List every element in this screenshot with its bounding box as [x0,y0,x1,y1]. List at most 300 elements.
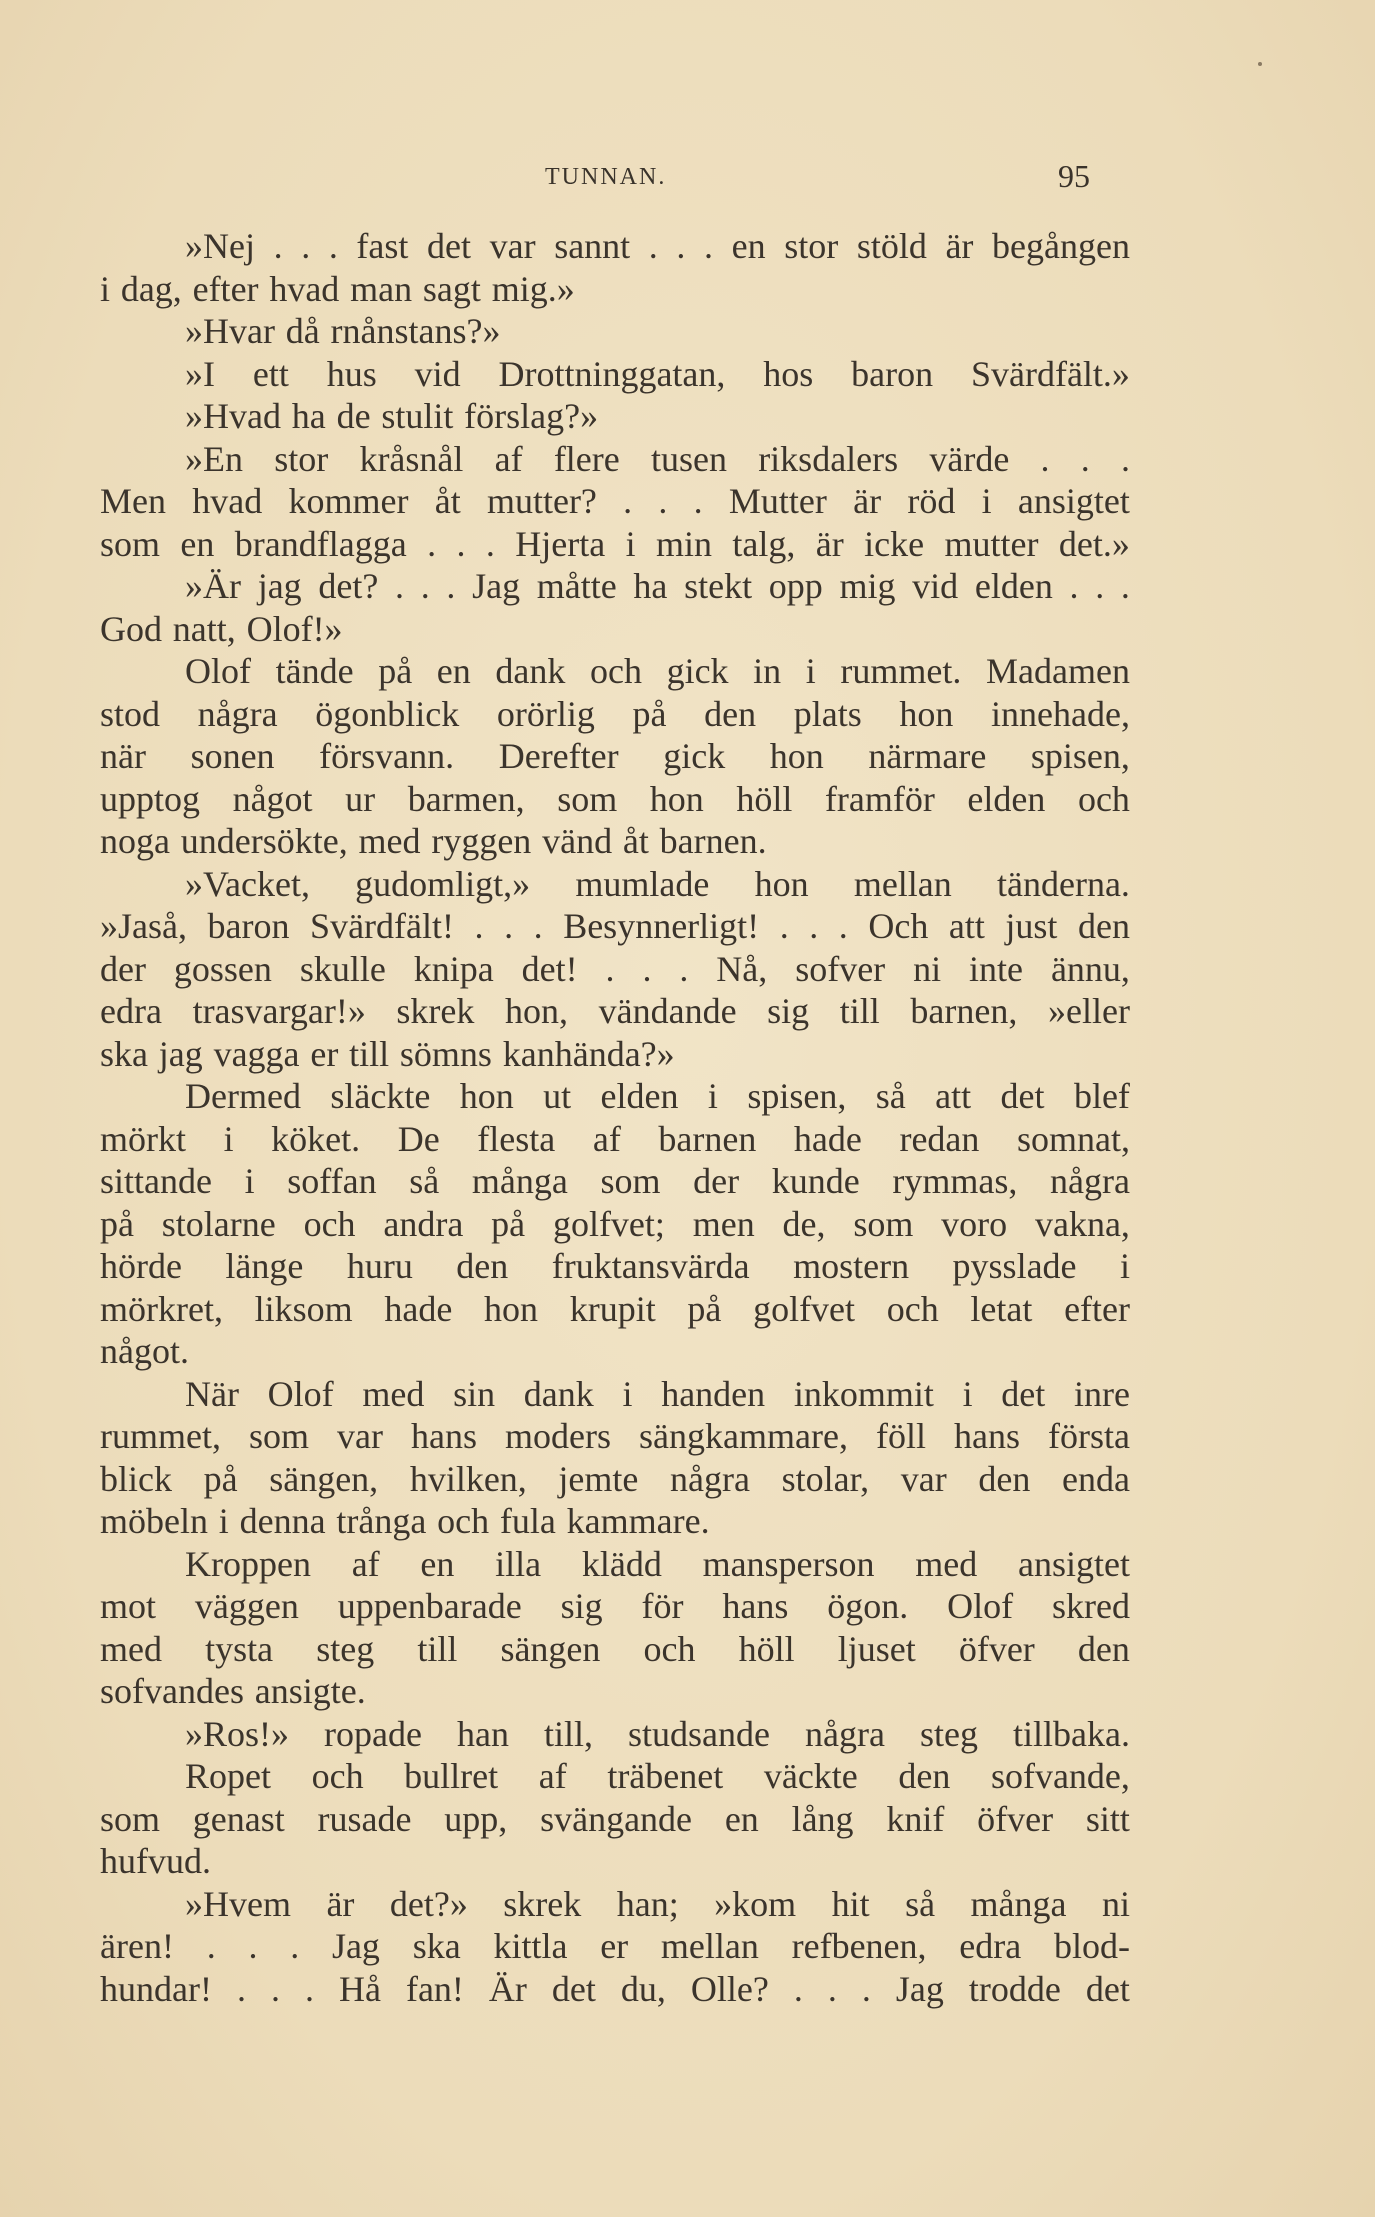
word: den [978,1458,1031,1499]
word: i [622,1373,633,1414]
text-line [100,1628,1130,1671]
word: försvann. [319,736,455,776]
word: kammare. [566,1501,710,1541]
word: öfver [977,1798,1054,1839]
word: . [446,566,456,606]
word: Hjerta [515,523,606,564]
word: . [838,906,848,946]
text-line [100,1458,1130,1501]
word: som [853,1203,914,1244]
word: till [349,1033,390,1074]
text-line [100,1968,1130,2011]
word: Hå [338,1968,381,2009]
word: så [409,1161,440,1201]
word: hon [459,1076,514,1116]
word: efter [192,268,259,309]
word: sagt [422,268,481,309]
word: tusen [650,438,727,479]
word: . [206,1926,216,1966]
page-number: 95 [1058,158,1090,194]
word: på [100,1203,134,1244]
word: många [970,1883,1067,1924]
word: när [100,736,146,776]
word: stolar, [781,1458,870,1499]
word: Drottninggatan, [498,353,726,394]
word: »kom [714,1883,797,1924]
word: tillbaka. [1013,1713,1130,1754]
word: tänderna. [997,863,1130,904]
text-line [100,1075,1130,1118]
word: »Är [185,566,241,606]
word: öfver [958,1628,1035,1669]
word: elden [967,778,1046,819]
word: stolarne [161,1203,276,1244]
word: släckte [330,1076,431,1116]
text-line [100,1883,1130,1926]
word: stor [274,438,329,479]
word: Dermed [185,1076,301,1116]
word: ni [1101,1883,1130,1924]
word: och [303,1203,356,1244]
text-line [100,1288,1130,1331]
word: . [474,906,484,946]
word: måtte [536,566,617,606]
word: att [935,1076,972,1116]
word: något [232,778,313,819]
word: sannt [554,226,631,266]
word: steg [316,1628,375,1669]
word: upptog [100,778,201,819]
word: stor [784,226,839,266]
word: blick [100,1458,172,1499]
word: är [945,226,974,266]
word: hus [326,353,377,394]
word: . [793,1968,803,2009]
word: golfvet [753,1288,856,1329]
text-line [100,1118,1130,1161]
word: träbenet [607,1756,724,1796]
word: begången [992,226,1130,266]
word: af [592,1118,621,1159]
word: barnen. [659,821,767,861]
word: . [779,906,789,946]
word: edra [100,991,162,1031]
word: voro [941,1203,1008,1244]
word: jag [158,1033,203,1074]
word: sig [767,991,810,1031]
text-line [100,1798,1130,1841]
word: föll [875,1416,926,1456]
text-line [100,565,1130,608]
text-line [100,905,1130,948]
word: hans [953,1416,1020,1456]
word: ännu, [1050,948,1130,989]
word: När [185,1373,239,1414]
text-line [100,863,1130,906]
word: hans [411,1416,478,1456]
word: det [427,226,471,266]
word: till, [544,1713,594,1754]
word: ljuset [837,1628,916,1669]
word: Är [488,1968,527,2009]
word: Derefter [498,736,619,776]
word: mellan [660,1926,759,1966]
word: blod- [1054,1926,1130,1966]
word: de [336,396,371,436]
word: som [100,523,161,564]
word: mig.» [491,268,575,309]
word: refbenen, [791,1926,927,1966]
word: i [962,1373,973,1414]
word: Olof [185,651,251,691]
running-header [0,160,1375,200]
word: fruktansvärda [551,1246,750,1286]
word: kommer [288,481,409,521]
word: just [1005,906,1058,946]
word: till [417,1628,458,1669]
word: länge [225,1246,304,1286]
word: mumlade [575,863,710,904]
word: elden [974,566,1053,606]
text-line [100,1840,1130,1883]
word: hade [384,1288,453,1329]
text-line [100,353,1130,396]
word: rymmas, [892,1161,1018,1201]
word: sittande [100,1161,212,1201]
word: på [203,1458,238,1499]
word: uppenbarade [337,1586,522,1626]
word: icke [864,523,925,564]
word: jag [257,566,302,606]
word: så [905,1883,936,1924]
word: ansigtet [1017,481,1130,521]
text-line [100,650,1130,693]
word: lång [791,1798,854,1839]
word: och [589,651,642,691]
word: Ropet [185,1756,271,1796]
word: sonen [190,736,275,776]
text-line [100,1330,1130,1373]
word: »Nej [185,226,255,266]
word: möbeln [100,1501,208,1541]
word: studsande [628,1713,771,1754]
word: inre [1073,1373,1130,1414]
word: kittla [493,1926,568,1966]
word: handen [661,1373,766,1414]
word: stulit [381,396,454,436]
word: trodde [968,1968,1061,2009]
word: pysslade [952,1246,1077,1286]
text-line [100,480,1130,523]
word: illa [495,1543,542,1584]
word: du, [620,1968,666,2009]
word: spisen, [1030,736,1130,776]
word: var [337,1416,383,1456]
word: vid [414,353,461,394]
word: vakna, [1034,1203,1130,1244]
word: är [815,523,844,564]
word: soffan [287,1161,377,1201]
word: »Hvar [185,311,275,351]
word: jemte [558,1458,639,1499]
word: . [273,226,283,266]
word: i [1119,1246,1130,1286]
text-line [100,1415,1130,1458]
text-line [100,1203,1130,1246]
word: åt [622,821,649,861]
word: hvilken, [409,1458,527,1499]
word: ropade [324,1713,422,1754]
word: man [350,268,413,309]
word: ur [345,778,376,819]
word: den [456,1246,509,1286]
word: det! [521,948,578,989]
word: som [249,1416,310,1456]
word: värde [929,438,1010,479]
word: hans [722,1586,789,1626]
word: natt, [172,608,236,649]
running-title: TUNNAN. [545,164,667,190]
word: gick [666,651,729,691]
word: med [362,1373,425,1414]
word: blef [1073,1076,1130,1116]
word: talg, [732,523,796,564]
word: för [641,1586,684,1626]
word: . [304,1968,314,2009]
word: Jag [472,566,521,606]
word: stekt [684,566,753,606]
word: det.» [1058,523,1130,564]
word: några [197,693,278,734]
word: den [1077,906,1130,946]
word: er [310,1033,339,1074]
word: moders [505,1416,612,1456]
word: inte [969,948,1024,989]
word: åt [434,481,461,521]
word: hon [769,736,824,776]
word: med [100,1628,162,1669]
word: och [643,1628,696,1669]
word: . [679,948,689,989]
word: af [494,438,523,479]
word: mostern [793,1246,910,1286]
word: ryggen [431,821,532,861]
word: plats [793,693,862,734]
word: mansperson [702,1543,875,1584]
word: den [898,1756,951,1796]
word: trasvargar!» [192,991,366,1031]
text-line [100,1670,1130,1713]
text-line [100,523,1130,566]
word: Nå, [716,948,768,989]
word: hon [899,693,954,734]
word: stöld [856,226,927,266]
word: och [437,1501,490,1541]
word: mellan [853,863,952,904]
word: i [805,651,816,691]
word: ut [543,1076,572,1116]
word: en [724,1798,759,1839]
word: steg [920,1713,978,1754]
word: der [100,948,146,989]
word: Kroppen [185,1543,311,1584]
word: af [351,1543,380,1584]
word: köket. [271,1118,361,1159]
word: till [839,991,880,1031]
word: denna [239,1501,326,1541]
word: något. [100,1331,189,1371]
word: . [290,1926,300,1966]
word: . [1069,566,1079,606]
word: några [670,1458,750,1499]
word: hvad [192,481,263,521]
word: . [533,906,543,946]
word: dank [523,1373,594,1414]
word: rusade [317,1798,412,1839]
word: några [1050,1161,1130,1201]
word: ha [633,566,668,606]
word: noga [100,821,170,861]
word: fast [356,226,409,266]
word: krupit [569,1288,656,1329]
word: edra [959,1926,1022,1966]
word: knif [886,1798,945,1839]
word: andra [383,1203,464,1244]
word: ni [913,948,942,989]
word: var [489,226,536,266]
word: hvad [269,268,340,309]
word: vänd [542,821,613,861]
word: Svärdfält.» [970,353,1130,394]
word: är [853,481,882,521]
word: »Hvem [185,1883,291,1924]
word: ansigtet [1017,1543,1130,1584]
word: en [436,651,471,691]
word: en [180,523,215,564]
word: barnen [658,1118,757,1159]
word: skred [1052,1586,1130,1626]
word: det? [318,566,379,606]
word: hos [763,353,814,394]
word: God [100,608,162,649]
word: närmare [868,736,987,776]
word: i [218,1501,229,1541]
word: trånga [336,1501,427,1541]
word: kanhända?» [502,1033,675,1074]
word: flesta [477,1118,556,1159]
word: är [326,1883,355,1924]
word: Och [868,906,929,946]
text-line [100,990,1130,1033]
word: sofver [795,948,886,989]
word: er [600,1926,629,1966]
word: svängande [540,1798,693,1839]
word: »Ros!» [185,1713,290,1754]
word: var [900,1458,947,1499]
word: många [471,1161,568,1201]
word: »Jaså, [100,906,187,946]
word: klädd [581,1543,662,1584]
word: . [420,566,430,606]
word: några [805,1713,885,1754]
word: på [687,1288,722,1329]
text-line [100,1925,1130,1968]
word: kråsnål [359,438,464,479]
word: . [693,481,703,521]
word: huru [346,1246,413,1286]
word: fula [499,1501,556,1541]
word: . [236,1968,246,2009]
word: tysta [205,1628,274,1669]
word: som [100,1798,161,1839]
word: den [1077,1628,1130,1669]
word: mörkret, [100,1288,223,1329]
word: skrek [396,991,475,1031]
text-line [100,310,1130,353]
word: ansigte. [254,1671,366,1711]
word: i [244,1161,255,1201]
word: enda [1061,1458,1130,1499]
word: kunde [771,1161,860,1201]
word: . [676,226,686,266]
word: sängen, [269,1458,379,1499]
word: baron [851,353,934,394]
word: han [457,1713,509,1754]
word: höll [738,1628,795,1669]
text-line [100,1033,1130,1076]
word: . [270,1968,280,2009]
word: . [1095,566,1105,606]
word: hundar! [100,1968,212,2009]
text-line [100,1713,1130,1756]
word: röd [907,481,956,521]
word: hon [754,863,809,904]
word: i [707,1076,718,1116]
word: vagga [213,1033,300,1074]
word: sömns [399,1033,492,1074]
word: . [827,1968,837,2009]
word: ett [252,353,289,394]
word: somnat, [1017,1118,1130,1159]
word: dank [495,651,566,691]
word: vändande [598,991,737,1031]
word: . [427,523,437,564]
word: sängen [500,1628,601,1669]
word: sofvande, [990,1756,1130,1796]
word: hörde [100,1246,182,1286]
word: då [285,311,320,351]
word: den [704,693,757,734]
text-line [100,1160,1130,1203]
word: upp, [444,1798,508,1839]
word: det [1000,1076,1045,1116]
text-line [100,778,1130,821]
word: »eller [1047,991,1130,1031]
text-line [100,1245,1130,1288]
word: det?» [389,1883,468,1924]
word: som [557,778,618,819]
word: bullret [404,1756,499,1796]
word: Madamen [986,651,1130,691]
word: tände [275,651,354,691]
word: men [692,1203,755,1244]
word: letat [970,1288,1033,1329]
word: mutter [944,523,1039,564]
word: ska [412,1926,461,1966]
text-line [100,395,1130,438]
word: . [605,948,615,989]
word: det [1001,1373,1046,1414]
